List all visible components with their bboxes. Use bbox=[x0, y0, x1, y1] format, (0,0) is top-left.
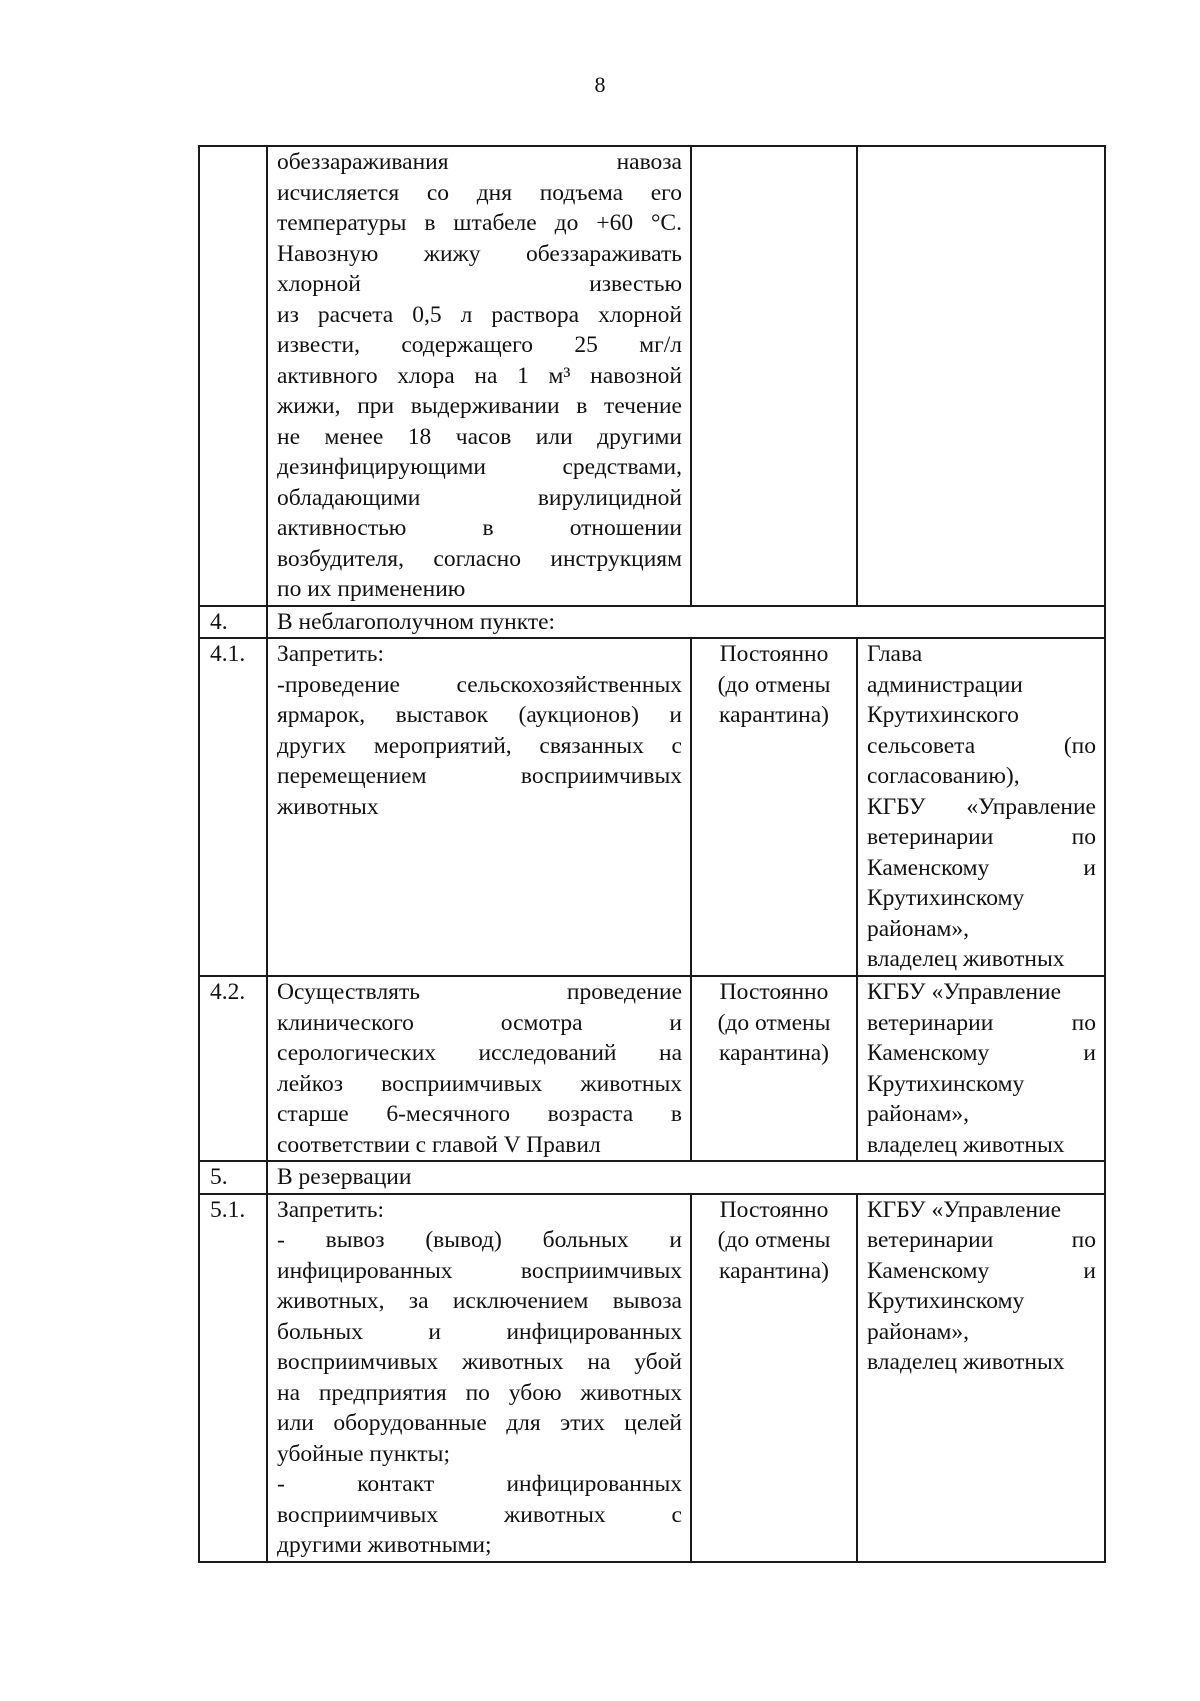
action-cell bbox=[267, 638, 691, 976]
text-line: Постоянно bbox=[719, 641, 829, 667]
text-line: ярмарок, выставок (аукционов) и bbox=[277, 702, 682, 728]
text-line: хлорной известью bbox=[277, 271, 682, 297]
text-line: - вывоз (вывод) больных и bbox=[277, 1227, 682, 1253]
text-line: убойные пункты; bbox=[277, 1440, 450, 1467]
text-line: Крутихинскому bbox=[867, 1070, 1025, 1097]
text-line: карантина) bbox=[719, 702, 829, 728]
text-line: карантина) bbox=[719, 1040, 829, 1066]
responsible-cell bbox=[857, 976, 1105, 1161]
text-line: Каменскому и bbox=[867, 1257, 1096, 1284]
text-line: извести, содержащего 25 мг/л bbox=[277, 332, 682, 358]
responsible-cell bbox=[857, 146, 1105, 606]
text-line: исчисляется со дня подъема его bbox=[277, 179, 682, 206]
table-row bbox=[199, 146, 1105, 606]
text-line: температуры в штабеле до +60 °С. bbox=[277, 210, 682, 236]
term-cell bbox=[691, 976, 857, 1161]
text-line: больных и инфицированных bbox=[277, 1318, 682, 1345]
text-line: Каменскому и bbox=[867, 1040, 1096, 1066]
text-line: из расчета 0,5 л раствора хлорной bbox=[277, 301, 682, 328]
text-line: -проведение сельскохозяйственных bbox=[277, 671, 682, 698]
text-line: Глава bbox=[867, 641, 923, 667]
section-title: В резервации bbox=[267, 1161, 1105, 1194]
text-line: животных, за исключением вывоза bbox=[277, 1288, 682, 1314]
section-title: В неблагополучном пункте: bbox=[267, 606, 1105, 639]
text-line: восприимчивых животных с bbox=[277, 1501, 682, 1528]
text-line: ветеринарии по bbox=[867, 824, 1096, 850]
text-line: КГБУ «Управление bbox=[867, 979, 1062, 1005]
text-line: районам», bbox=[867, 1101, 970, 1127]
table-row bbox=[199, 1194, 1105, 1562]
text-line: активностью в отношении bbox=[277, 515, 682, 541]
text-line: владелец животных bbox=[867, 1131, 1065, 1158]
text-line: Навозную жижу обеззараживать bbox=[277, 240, 682, 267]
text-line: инфицированных восприимчивых bbox=[277, 1257, 682, 1284]
text-line: Запретить: bbox=[277, 641, 385, 667]
responsible-cell bbox=[857, 638, 1105, 976]
text-line: Постоянно bbox=[719, 1196, 829, 1223]
row-number: 4.2. bbox=[199, 976, 267, 1161]
text-line: дезинфицирующими средствами, bbox=[277, 454, 682, 480]
row-number: 4.1. bbox=[199, 638, 267, 976]
term-cell bbox=[691, 146, 857, 606]
text-line: сельсовета (по bbox=[867, 732, 1096, 759]
text-line: владелец животных bbox=[867, 1349, 1065, 1375]
action-cell bbox=[267, 146, 691, 606]
text-line: активного хлора на 1 м³ навозной bbox=[277, 362, 682, 389]
action-cell bbox=[267, 1194, 691, 1562]
text-line: КГБУ «Управление bbox=[867, 1196, 1062, 1223]
text-line: КГБУ «Управление bbox=[867, 793, 1096, 820]
text-line: районам», bbox=[867, 915, 970, 942]
text-line: (до отмены bbox=[717, 1227, 831, 1253]
text-line: возбудителя, согласно инструкциям bbox=[277, 545, 682, 572]
section-row bbox=[199, 1161, 1105, 1194]
text-line: на предприятия по убою животных bbox=[277, 1379, 682, 1406]
text-line: Каменскому и bbox=[867, 854, 1096, 881]
text-line: согласованию), bbox=[867, 763, 1020, 789]
text-line: серологических исследований на bbox=[277, 1040, 682, 1066]
text-line: ветеринарии по bbox=[867, 1009, 1096, 1036]
text-line: животных bbox=[277, 793, 379, 820]
responsible-cell bbox=[857, 1194, 1105, 1562]
text-line: - контакт инфицированных bbox=[277, 1471, 682, 1497]
text-line: по их применению bbox=[277, 576, 466, 602]
text-line: не менее 18 часов или другими bbox=[277, 423, 682, 450]
text-line: администрации bbox=[867, 671, 1023, 698]
term-cell bbox=[691, 638, 857, 976]
text-line: перемещением восприимчивых bbox=[277, 763, 682, 789]
text-line: Крутихинского bbox=[867, 702, 1019, 728]
text-line: старше 6-месячного возраста в bbox=[277, 1101, 682, 1127]
text-line: или оборудованные для этих целей bbox=[277, 1410, 682, 1436]
text-line: ветеринарии по bbox=[867, 1227, 1096, 1253]
term-cell bbox=[691, 1194, 857, 1562]
text-line: Постоянно bbox=[719, 979, 829, 1005]
text-line: Запретить: bbox=[277, 1196, 385, 1223]
row-number: 4. bbox=[199, 606, 267, 639]
text-line: соответствии с главой V Правил bbox=[277, 1131, 601, 1158]
row-number bbox=[199, 146, 267, 606]
text-line: клинического осмотра и bbox=[277, 1009, 682, 1036]
text-line: лейкоз восприимчивых животных bbox=[277, 1070, 682, 1097]
table-row bbox=[199, 638, 1105, 976]
page-number: 8 bbox=[594, 72, 606, 97]
text-line: восприимчивых животных на убой bbox=[277, 1349, 682, 1375]
text-line: карантина) bbox=[719, 1257, 829, 1284]
text-line: жижи, при выдерживании в течение bbox=[277, 393, 682, 419]
measures-table bbox=[198, 145, 1106, 1563]
text-line: Крутихинскому bbox=[867, 885, 1025, 911]
row-number: 5.1. bbox=[199, 1194, 267, 1562]
action-cell bbox=[267, 976, 691, 1161]
text-line: Осуществлять проведение bbox=[277, 979, 682, 1005]
text-line: других мероприятий, связанных с bbox=[277, 732, 682, 759]
text-line: (до отмены bbox=[717, 1009, 831, 1036]
section-row bbox=[199, 606, 1105, 639]
table-row bbox=[199, 976, 1105, 1161]
text-line: районам», bbox=[867, 1318, 970, 1345]
text-line: другими животными; bbox=[277, 1532, 492, 1558]
text-line: владелец животных bbox=[867, 946, 1065, 972]
text-line: обладающими вирулицидной bbox=[277, 484, 682, 511]
text-line: обеззараживания навоза bbox=[277, 149, 682, 175]
text-line: Крутихинскому bbox=[867, 1288, 1025, 1314]
row-number: 5. bbox=[199, 1161, 267, 1194]
text-line: (до отмены bbox=[717, 671, 831, 698]
